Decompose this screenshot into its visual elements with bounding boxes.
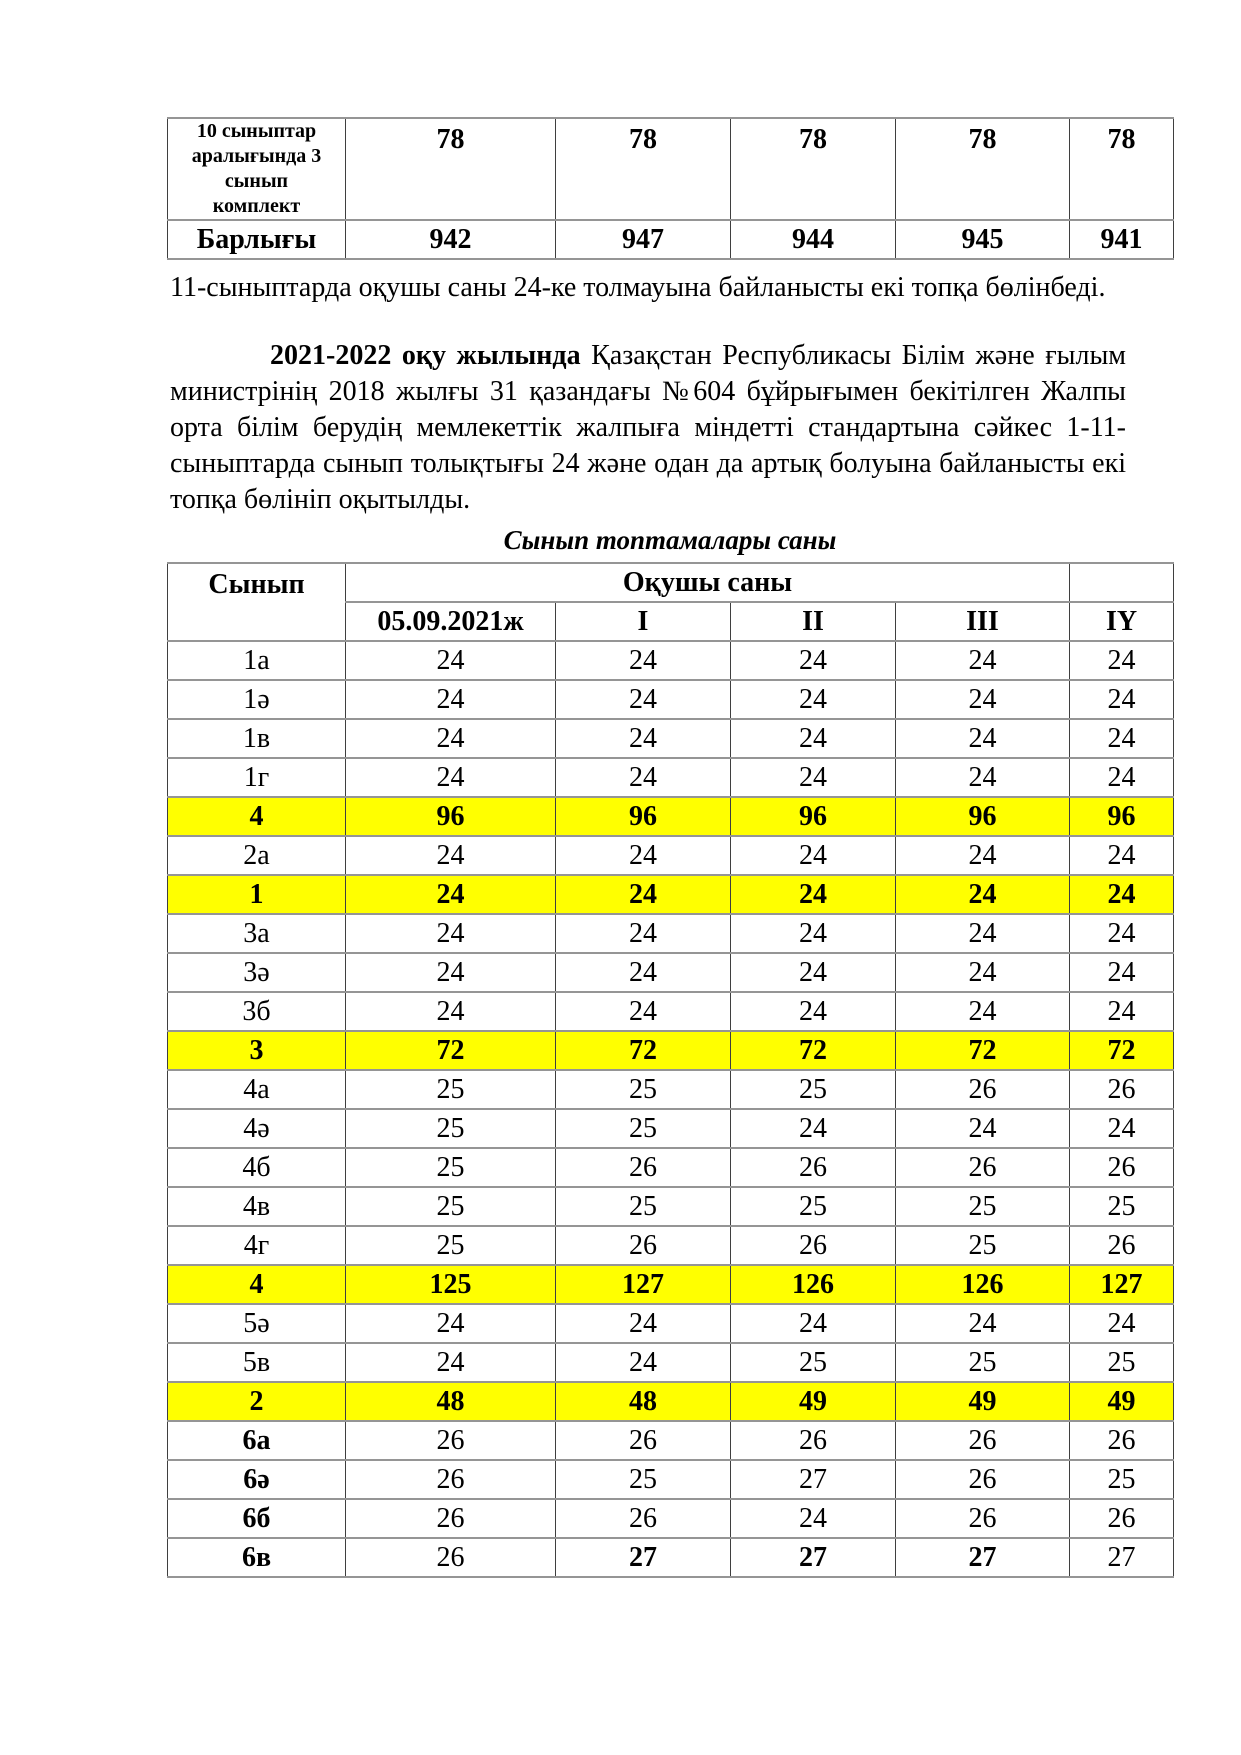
- class-label-cell: 3б: [168, 992, 346, 1031]
- count-cell: 25: [556, 1187, 731, 1226]
- count-cell: 25: [896, 1187, 1070, 1226]
- class-label-cell: 6б: [168, 1499, 346, 1538]
- header-empty-cell: [1070, 563, 1174, 602]
- count-cell: 49: [731, 1382, 896, 1421]
- class-label-cell: 6в: [168, 1538, 346, 1577]
- header-row-groups: [168, 563, 1174, 602]
- count-cell: 24: [556, 992, 731, 1031]
- row-label-cell: [168, 118, 346, 220]
- count-cell: 25: [896, 1343, 1070, 1382]
- class-row: [168, 1499, 1174, 1538]
- count-cell: 24: [556, 1343, 731, 1382]
- count-cell: 126: [896, 1265, 1070, 1304]
- class-row: [168, 1538, 1174, 1577]
- count-cell: 26: [896, 1148, 1070, 1187]
- paragraph-standard-rest: Қазақстан Республикасы Білім және ғылым министрінің 2018 жылғы 31 қазандағы №604 бұйрығымен бекітілген Жалпы орта білім берудің мемлекеттік жалпыға міндетті стандартына сәйкес 1-11-сыныптарда сынып толықтығы 24 және одан да артық болуына байланысты екі топқа бөлініп оқытылды.: [170, 340, 1126, 515]
- totals-table: [167, 117, 1174, 260]
- count-cell: 25: [556, 1460, 731, 1499]
- class-row: [168, 1148, 1174, 1187]
- count-cell: 26: [346, 1499, 556, 1538]
- header-student-count: Оқушы саны: [346, 563, 1070, 602]
- count-cell: 78: [346, 118, 556, 220]
- count-cell: 25: [731, 1187, 896, 1226]
- count-cell: 25: [346, 1070, 556, 1109]
- count-cell: 24: [896, 758, 1070, 797]
- count-cell: 48: [556, 1382, 731, 1421]
- class-row: [168, 1070, 1174, 1109]
- count-cell: 72: [896, 1031, 1070, 1070]
- count-cell: 27: [896, 1538, 1070, 1577]
- count-cell: 127: [556, 1265, 731, 1304]
- class-label-cell: 4в: [168, 1187, 346, 1226]
- count-cell: 96: [556, 797, 731, 836]
- summary-row: [168, 797, 1174, 836]
- count-cell: 24: [1070, 641, 1174, 680]
- count-cell: 24: [346, 1343, 556, 1382]
- count-cell: 24: [346, 992, 556, 1031]
- count-cell: 24: [1070, 1304, 1174, 1343]
- count-cell: 942: [346, 220, 556, 259]
- count-cell: 26: [556, 1499, 731, 1538]
- class-row: [168, 836, 1174, 875]
- count-cell: 96: [896, 797, 1070, 836]
- count-cell: 25: [1070, 1187, 1174, 1226]
- count-cell: 24: [731, 1304, 896, 1343]
- class-label-cell: 3: [168, 1031, 346, 1070]
- count-cell: 24: [896, 719, 1070, 758]
- class-label-cell: 4б: [168, 1148, 346, 1187]
- count-cell: 26: [346, 1460, 556, 1499]
- class-row: [168, 680, 1174, 719]
- class-label-cell: 4: [168, 797, 346, 836]
- count-cell: 48: [346, 1382, 556, 1421]
- count-cell: 24: [556, 719, 731, 758]
- header-quarter-1: I: [556, 602, 731, 641]
- class-label-cell: 4а: [168, 1070, 346, 1109]
- class-label-cell: 3ә: [168, 953, 346, 992]
- count-cell: 24: [731, 875, 896, 914]
- class-row: [168, 1343, 1174, 1382]
- header-class-column: Сынып: [168, 563, 346, 641]
- class-label-cell: 1: [168, 875, 346, 914]
- count-cell: 24: [1070, 680, 1174, 719]
- class-row: [168, 1421, 1174, 1460]
- class-label-cell: 1ә: [168, 680, 346, 719]
- count-cell: 78: [1070, 118, 1174, 220]
- count-cell: 24: [731, 836, 896, 875]
- range-row: [168, 118, 1174, 220]
- count-cell: 24: [556, 641, 731, 680]
- count-cell: 25: [346, 1187, 556, 1226]
- count-cell: 26: [1070, 1226, 1174, 1265]
- count-cell: 26: [896, 1070, 1070, 1109]
- count-cell: 27: [731, 1460, 896, 1499]
- count-cell: 25: [346, 1109, 556, 1148]
- count-cell: 78: [731, 118, 896, 220]
- count-cell: 947: [556, 220, 731, 259]
- class-row: [168, 641, 1174, 680]
- count-cell: 24: [556, 1304, 731, 1343]
- count-cell: 24: [896, 875, 1070, 914]
- paragraph-standard-bold-lead: 2021-2022 оқу жылында: [270, 340, 592, 371]
- count-cell: 25: [731, 1070, 896, 1109]
- count-cell: 25: [731, 1343, 896, 1382]
- count-cell: 24: [346, 953, 556, 992]
- count-cell: 25: [896, 1226, 1070, 1265]
- count-cell: 24: [896, 680, 1070, 719]
- count-cell: 945: [896, 220, 1070, 259]
- count-cell: 24: [731, 758, 896, 797]
- class-label-cell: 1в: [168, 719, 346, 758]
- paragraph-note: 11-сыныптарда оқушы саны 24-ке толмауына байланысты екі топқа бөлінбеді.: [170, 272, 1106, 303]
- count-cell: 26: [731, 1148, 896, 1187]
- count-cell: 24: [346, 758, 556, 797]
- count-cell: 26: [1070, 1499, 1174, 1538]
- row-label-text: 10 сыныптар аралығында 3 сынып комплект: [191, 120, 322, 217]
- class-label-cell: 1г: [168, 758, 346, 797]
- count-cell: 24: [1070, 758, 1174, 797]
- class-row: [168, 914, 1174, 953]
- count-cell: 944: [731, 220, 896, 259]
- count-cell: 26: [556, 1421, 731, 1460]
- summary-row: [168, 875, 1174, 914]
- count-cell: 25: [1070, 1343, 1174, 1382]
- count-cell: 125: [346, 1265, 556, 1304]
- count-cell: 24: [346, 875, 556, 914]
- count-cell: 24: [731, 1109, 896, 1148]
- count-cell: 72: [346, 1031, 556, 1070]
- count-cell: 26: [1070, 1070, 1174, 1109]
- count-cell: 26: [896, 1460, 1070, 1499]
- count-cell: 96: [1070, 797, 1174, 836]
- class-label-cell: 2: [168, 1382, 346, 1421]
- count-cell: 78: [896, 118, 1070, 220]
- count-cell: 24: [896, 641, 1070, 680]
- count-cell: 24: [896, 992, 1070, 1031]
- count-cell: 24: [896, 953, 1070, 992]
- count-cell: 126: [731, 1265, 896, 1304]
- count-cell: 25: [346, 1148, 556, 1187]
- count-cell: 24: [1070, 914, 1174, 953]
- count-cell: 26: [731, 1421, 896, 1460]
- class-label-cell: 6а: [168, 1421, 346, 1460]
- count-cell: 26: [346, 1421, 556, 1460]
- header-quarter-4: IY: [1070, 602, 1174, 641]
- class-label-cell: 3а: [168, 914, 346, 953]
- class-label-cell: 4: [168, 1265, 346, 1304]
- count-cell: 27: [1070, 1538, 1174, 1577]
- count-cell: 24: [1070, 719, 1174, 758]
- count-cell: 24: [1070, 992, 1174, 1031]
- class-row: [168, 1304, 1174, 1343]
- count-cell: 72: [556, 1031, 731, 1070]
- class-groups-table: [167, 562, 1174, 1578]
- count-cell: 24: [346, 641, 556, 680]
- count-cell: 96: [346, 797, 556, 836]
- count-cell: 27: [556, 1538, 731, 1577]
- count-cell: 24: [896, 1304, 1070, 1343]
- count-cell: 24: [1070, 836, 1174, 875]
- count-cell: 78: [556, 118, 731, 220]
- class-label-cell: 2а: [168, 836, 346, 875]
- count-cell: 24: [1070, 1109, 1174, 1148]
- class-label-cell: 5ә: [168, 1304, 346, 1343]
- count-cell: 26: [346, 1538, 556, 1577]
- count-cell: 25: [1070, 1460, 1174, 1499]
- count-cell: 26: [896, 1499, 1070, 1538]
- count-cell: 26: [1070, 1148, 1174, 1187]
- totals-row: [168, 220, 1174, 259]
- count-cell: 24: [731, 953, 896, 992]
- count-cell: 24: [556, 953, 731, 992]
- count-cell: 24: [896, 1109, 1070, 1148]
- count-cell: 24: [731, 680, 896, 719]
- count-cell: 24: [731, 719, 896, 758]
- count-cell: 49: [896, 1382, 1070, 1421]
- count-cell: 24: [1070, 875, 1174, 914]
- count-cell: 127: [1070, 1265, 1174, 1304]
- class-row: [168, 1460, 1174, 1499]
- count-cell: 26: [1070, 1421, 1174, 1460]
- class-row: [168, 1187, 1174, 1226]
- count-cell: 25: [556, 1070, 731, 1109]
- count-cell: 27: [731, 1538, 896, 1577]
- count-cell: 26: [556, 1148, 731, 1187]
- count-cell: 26: [731, 1226, 896, 1265]
- summary-row: [168, 1031, 1174, 1070]
- count-cell: 24: [556, 914, 731, 953]
- header-date: 05.09.2021ж: [346, 602, 556, 641]
- count-cell: 25: [346, 1226, 556, 1265]
- class-label-cell: 4ә: [168, 1109, 346, 1148]
- count-cell: 24: [346, 719, 556, 758]
- count-cell: 26: [556, 1226, 731, 1265]
- count-cell: 26: [896, 1421, 1070, 1460]
- count-cell: 941: [1070, 220, 1174, 259]
- count-cell: 24: [556, 680, 731, 719]
- class-label-cell: 5в: [168, 1343, 346, 1382]
- summary-row: [168, 1382, 1174, 1421]
- class-row: [168, 1109, 1174, 1148]
- paragraph-standard: [170, 338, 1126, 518]
- count-cell: 24: [346, 914, 556, 953]
- count-cell: 24: [346, 836, 556, 875]
- class-row: [168, 953, 1174, 992]
- count-cell: 72: [1070, 1031, 1174, 1070]
- count-cell: 24: [731, 1499, 896, 1538]
- count-cell: 24: [556, 875, 731, 914]
- count-cell: 24: [556, 758, 731, 797]
- class-label-cell: 1а: [168, 641, 346, 680]
- class-label-cell: 6ә: [168, 1460, 346, 1499]
- header-quarter-3: III: [896, 602, 1070, 641]
- count-cell: 24: [896, 836, 1070, 875]
- count-cell: 24: [731, 641, 896, 680]
- count-cell: 24: [346, 680, 556, 719]
- summary-row: [168, 1265, 1174, 1304]
- count-cell: 24: [731, 914, 896, 953]
- class-row: [168, 758, 1174, 797]
- count-cell: 96: [731, 797, 896, 836]
- row-label-cell: Барлығы: [168, 220, 346, 259]
- count-cell: 72: [731, 1031, 896, 1070]
- count-cell: 24: [346, 1304, 556, 1343]
- count-cell: 24: [1070, 953, 1174, 992]
- class-row: [168, 1226, 1174, 1265]
- class-table-title: Сынып топтамалары саны: [503, 525, 837, 555]
- count-cell: 49: [1070, 1382, 1174, 1421]
- header-quarter-2: II: [731, 602, 896, 641]
- count-cell: 24: [896, 914, 1070, 953]
- count-cell: 24: [556, 836, 731, 875]
- count-cell: 24: [731, 992, 896, 1031]
- count-cell: 25: [556, 1109, 731, 1148]
- class-label-cell: 4г: [168, 1226, 346, 1265]
- class-row: [168, 992, 1174, 1031]
- class-row: [168, 719, 1174, 758]
